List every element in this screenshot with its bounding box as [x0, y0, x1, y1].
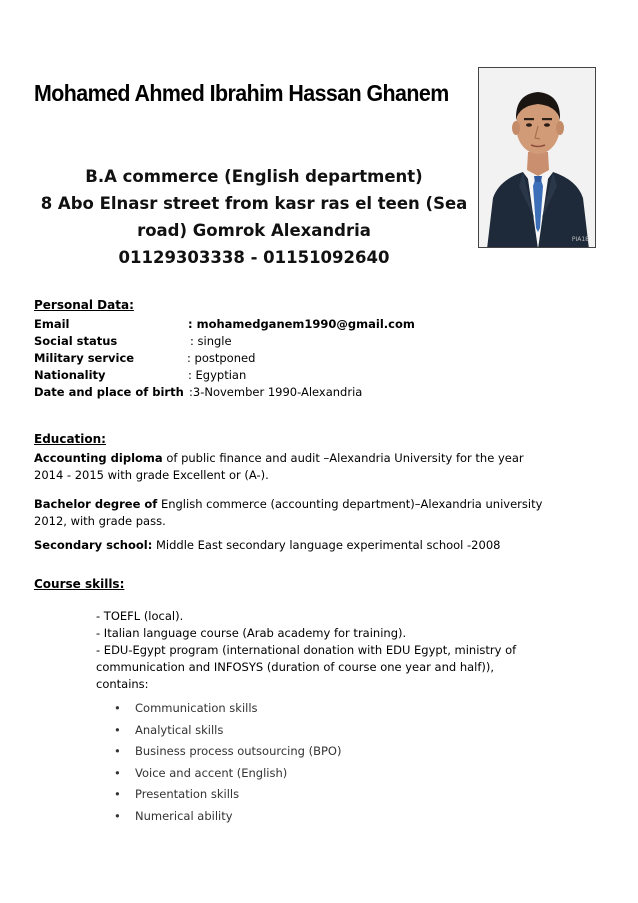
- course-line: contains:: [96, 677, 149, 691]
- email-value: : mohamedganem1990@gmail.com: [188, 317, 415, 331]
- education-item-text: Middle East secondary language experimental school -2008: [152, 538, 501, 552]
- course-list: [96, 608, 536, 693]
- personal-label: Nationality: [34, 368, 106, 382]
- personal-label: Email: [34, 317, 70, 331]
- personal-label: Social status: [34, 334, 118, 348]
- education-item-diploma: [34, 450, 554, 484]
- education-item-text: English commerce (accounting department)–Alexandria university: [157, 497, 543, 511]
- photo-watermark: PIA18: [571, 236, 589, 243]
- personal-value: :3-November 1990-Alexandria: [189, 385, 363, 399]
- skills-list: [114, 698, 341, 828]
- education-title: Education:: [34, 432, 106, 446]
- personal-value: : postponed: [187, 351, 256, 365]
- profile-photo: [478, 67, 596, 248]
- degree-line: B.A commerce (English department): [85, 167, 423, 186]
- list-item: • Analytical skills: [114, 720, 341, 742]
- course-line: - EDU-Egypt program (international donation with EDU Egypt, ministry of: [96, 643, 517, 657]
- education-item-bachelor: [34, 496, 554, 530]
- course-line: - Italian language course (Arab academy for training).: [96, 626, 407, 640]
- address-line-1: 8 Abo Elnasr street from kasr ras el teen (Sea: [40, 194, 468, 213]
- headline-block: [34, 163, 474, 271]
- course-line: communication and INFOSYS (duration of course one year and half)),: [96, 660, 495, 674]
- education-item-text-2: 2012, with grade pass.: [34, 514, 166, 528]
- list-item: • Presentation skills: [114, 784, 341, 806]
- phone-line: 01129303338 - 01151092640: [118, 248, 390, 267]
- candidate-name: Mohamed Ahmed Ibrahim Hassan Ghanem: [34, 80, 449, 106]
- list-item: • Communication skills: [114, 698, 341, 720]
- list-item: • Business process outsourcing (BPO): [114, 741, 341, 763]
- list-item: • Numerical ability: [114, 806, 341, 828]
- personal-value: : Egyptian: [188, 368, 247, 382]
- education-item-label: Secondary school:: [34, 538, 153, 552]
- address-line-2: road) Gomrok Alexandria: [137, 221, 371, 240]
- course-skills-title: Course skills:: [34, 577, 125, 591]
- personal-label: Military service: [34, 351, 135, 365]
- personal-value: : single: [190, 334, 232, 348]
- education-item-label: Bachelor degree of: [34, 497, 158, 511]
- education-item-secondary: [34, 537, 554, 554]
- list-item: • Voice and accent (English): [114, 763, 341, 785]
- personal-label: Date and place of birth: [34, 385, 184, 399]
- personal-data-title: Personal Data:: [34, 298, 134, 312]
- profile-photo-illustration: [479, 68, 596, 248]
- education-item-text-2: 2014 - 2015 with grade Excellent or (A-).: [34, 468, 269, 482]
- course-line: - TOEFL (local).: [96, 609, 184, 623]
- education-item-text: of public finance and audit –Alexandria University for the year: [162, 451, 524, 465]
- education-item-label: Accounting diploma: [34, 451, 163, 465]
